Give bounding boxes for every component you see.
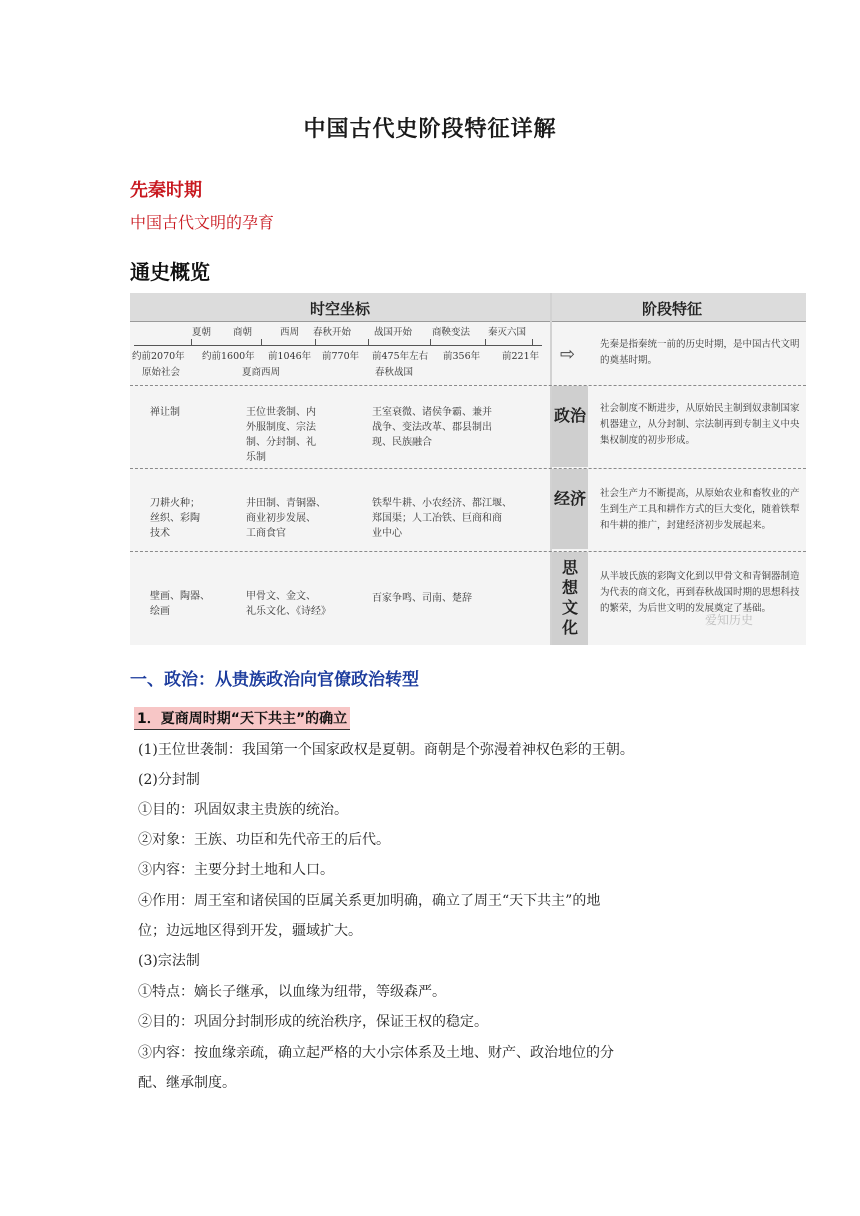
- row-label-cell: [552, 552, 588, 645]
- culture-spring-autumn: 百家争鸣、司南、楚辞: [372, 593, 472, 604]
- timeline-tick: [191, 339, 192, 346]
- period-subtitle: 中国古代文明的孕育: [130, 213, 275, 232]
- economy-primitive: [150, 496, 200, 541]
- timeline-date: 约前1600年: [202, 351, 255, 362]
- figure-header: [130, 293, 806, 322]
- row-divider: [130, 551, 806, 552]
- header-timeline: 时空坐标: [310, 300, 371, 318]
- body-paragraph: ④作用：周王室和诸侯国的臣属关系更加明确，确立了周王“天下共主”的地: [138, 893, 601, 909]
- overview-feature-text: 先秦是指秦统一前的历史时期，是中国古代文明的奠基时期。: [600, 339, 800, 366]
- cell-line: 郑国渠；人工冶铁、巨商和商: [372, 513, 502, 524]
- cell-line: 技术: [150, 528, 170, 539]
- cell-line: 乐制: [246, 452, 266, 463]
- cell-line: 王室衰微、诸侯争霸、兼并: [372, 407, 492, 418]
- culture-primitive: [150, 589, 210, 619]
- cell-line: 井田制、青铜器、: [246, 498, 326, 509]
- timeline-tick: [261, 339, 262, 346]
- culture-xia-shang-zhou: [246, 589, 331, 619]
- row-label-cell: [552, 386, 588, 467]
- culture-feature: 从半坡氏族的彩陶文化到以甲骨文和青铜器制造为代表的商文化，再到春秋战国时期的思想科技的繁荣，为后世文明的发展奠定了基础。: [600, 571, 800, 614]
- right-arrow-icon: ⇨: [560, 344, 576, 365]
- body-paragraph: (1)王位世袭制：我国第一个国家政权是夏朝。商朝是个弥漫着神权色彩的王朝。: [138, 742, 634, 758]
- cell-line: 战争、变法改革、郡县制出: [372, 422, 492, 433]
- body-paragraph: ③内容：主要分封土地和人口。: [138, 862, 334, 878]
- timeline-date: 前356年: [443, 351, 481, 362]
- body-paragraph: (2)分封制: [138, 772, 200, 788]
- timeline-era: 夏商西周: [242, 367, 281, 378]
- body-paragraph: 配、继承制度。: [138, 1075, 236, 1091]
- period-heading: 先秦时期: [130, 180, 202, 201]
- economy-feature: 社会生产力不断提高，从原始农业和畜牧业的产生到生产工具和耕作方式的巨大变化，随着铁犁和牛耕的推广，封建经济初步发展起来。: [600, 488, 800, 531]
- cell-line: 外服制度、宗法: [246, 422, 316, 433]
- row-label-culture-4: 化: [561, 618, 578, 637]
- economy-spring-autumn: [372, 496, 512, 541]
- cell-line: 绘画: [150, 606, 170, 617]
- cell-line: 铁犁牛耕、小农经济、都江堰、: [372, 498, 512, 509]
- timeline-era: 原始社会: [142, 367, 181, 378]
- politics-feature: 社会制度不断进步，从原始民主制到奴隶制国家机器建立，从分封制、宗法制再到专制主义中央集权制度的初步形成。: [600, 403, 800, 446]
- cell-line: 现、民族融合: [372, 437, 432, 448]
- timeline-date: 前1046年: [268, 351, 312, 362]
- timeline-dynasty: 战国开始: [374, 327, 413, 338]
- page-title: 中国古代史阶段特征详解: [303, 117, 557, 142]
- overview-heading: 通史概览: [130, 260, 210, 284]
- row-divider: [130, 468, 806, 469]
- timeline-date: 前770年: [322, 351, 360, 362]
- timeline-tick: [485, 339, 486, 346]
- row-label-culture-3: 文: [561, 598, 578, 617]
- timeline-era: 春秋战国: [375, 367, 414, 378]
- timeline-axis: [134, 345, 542, 346]
- body-paragraph: ①目的：巩固奴隶主贵族的统治。: [138, 802, 348, 818]
- timeline-tick: [532, 339, 533, 346]
- cell-line: 王位世袭制、内: [246, 407, 316, 418]
- row-divider: [130, 385, 806, 386]
- cell-line: 壁画、陶器、: [150, 591, 210, 602]
- body-paragraph: ③内容：按血缘亲疏，确立起严格的大小宗体系及土地、财产、政治地位的分: [138, 1045, 614, 1061]
- timeline-tick: [368, 339, 369, 346]
- timeline-dynasty: 夏朝: [192, 327, 212, 338]
- body-paragraph: 位；边远地区得到开发，疆域扩大。: [138, 923, 362, 939]
- row-label-cell: [552, 469, 588, 549]
- body-paragraph: ②对象：王族、功臣和先代帝王的后代。: [138, 832, 390, 848]
- cell-line: 制、分封制、礼: [246, 437, 316, 448]
- timeline-dynasty: 秦灭六国: [488, 327, 527, 338]
- cell-line: 业中心: [372, 528, 402, 539]
- overview-figure: [130, 293, 806, 645]
- cell-line: 商业初步发展、: [246, 513, 316, 524]
- politics-spring-autumn: [372, 405, 492, 450]
- section-heading-politics: 一、政治：从贵族政治向官僚政治转型: [130, 670, 419, 690]
- row-label-politics: 政治: [553, 406, 586, 425]
- timeline-date: 前221年: [502, 351, 540, 362]
- cell-line: 刀耕火种；: [150, 498, 200, 509]
- cell-line: 甲骨文、金文、: [246, 591, 316, 602]
- politics-primitive: 禅让制: [150, 407, 180, 418]
- body-paragraph: ①特点：嫡长子继承，以血缘为纽带，等级森严。: [138, 984, 446, 1000]
- timeline-dynasty: 西周: [280, 327, 300, 338]
- body-paragraph: ②目的：巩固分封制形成的统治秩序，保证王权的稳定。: [138, 1014, 488, 1030]
- cell-line: 丝织、彩陶: [150, 513, 200, 524]
- timeline-tick: [430, 339, 431, 346]
- body-paragraph: (3)宗法制: [138, 953, 200, 969]
- politics-xia-shang-zhou: [246, 405, 316, 465]
- timeline-tick: [315, 339, 316, 346]
- timeline-date: 前475年左右: [372, 351, 429, 362]
- timeline-dynasty: 商鞅变法: [432, 327, 471, 338]
- cell-line: 工商食官: [246, 528, 286, 539]
- watermark: 爱知历史: [705, 613, 754, 627]
- header-features: 阶段特征: [642, 300, 703, 318]
- subsection-heading: 1．夏商周时期“天下共主”的确立: [134, 707, 350, 730]
- cell-line: 礼乐文化、《诗经》: [246, 606, 331, 617]
- timeline-dynasty: 春秋开始: [313, 327, 352, 338]
- timeline-dynasty: 商朝: [233, 327, 253, 338]
- row-label-culture-1: 思: [561, 558, 578, 577]
- timeline-date: 约前2070年: [132, 351, 185, 362]
- row-label-culture-2: 想: [561, 578, 578, 597]
- row-label-economy: 经济: [553, 489, 586, 508]
- economy-xia-shang-zhou: [246, 496, 326, 541]
